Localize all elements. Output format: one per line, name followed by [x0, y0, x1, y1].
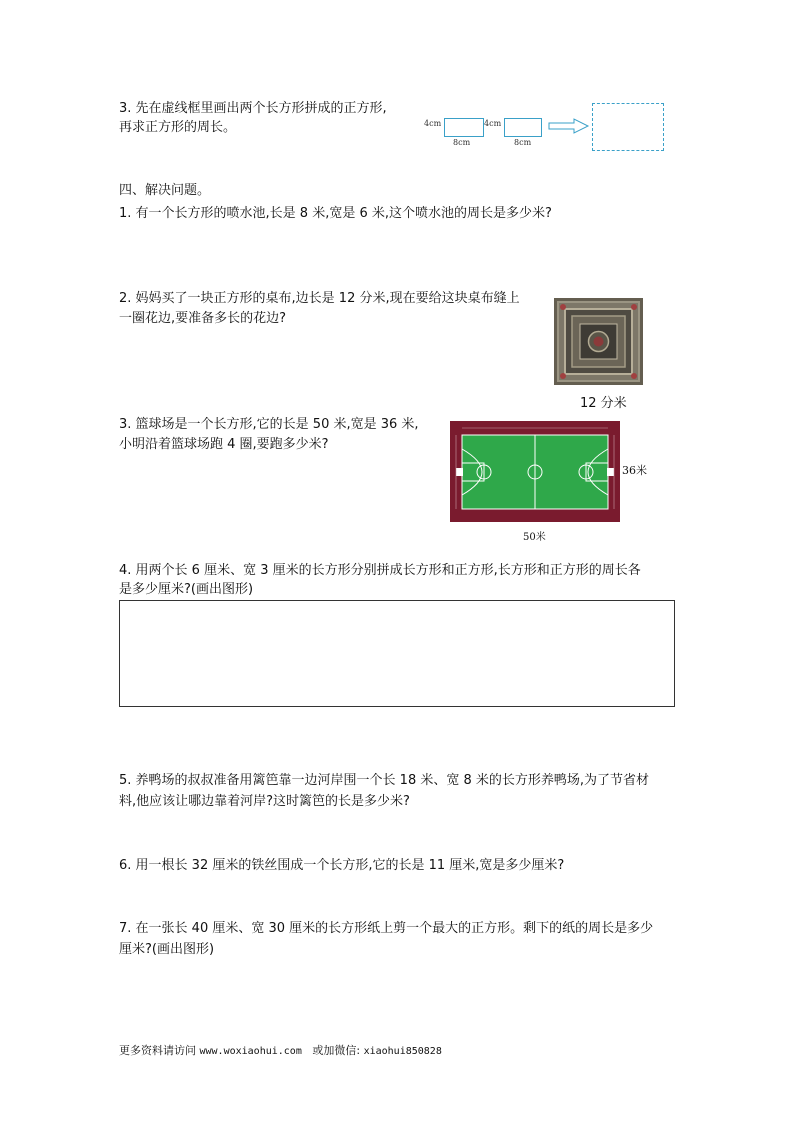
rect2-width-label: 4cm [484, 119, 502, 128]
problem-1: 1. 有一个长方形的喷水池,长是 8 米,宽是 6 米,这个喷水池的周长是多少米? [119, 206, 552, 221]
problem-3-line1: 3. 篮球场是一个长方形,它的长是 50 米,宽是 36 米, [119, 417, 419, 432]
problem-5-line1: 5. 养鸭场的叔叔准备用篱笆靠一边河岸围一个长 18 米、宽 8 米的长方形养鸭场,为了节省材 [119, 773, 650, 788]
answer-dashed-box [592, 103, 664, 151]
court-width-label: 36米 [622, 464, 647, 477]
problem-4-line2: 是多少厘米?(画出图形) [119, 582, 254, 597]
q3-top-line1: 3. 先在虚线框里画出两个长方形拼成的正方形, [119, 101, 387, 116]
rectangle-1 [444, 118, 484, 137]
problem-2-line1: 2. 妈妈买了一块正方形的桌布,边长是 12 分米,现在要给这块桌布缝上 [119, 291, 520, 306]
tablecloth-caption: 12 分米 [580, 396, 627, 411]
rect1-width-label: 4cm [424, 119, 442, 128]
court-length-label: 50米 [523, 532, 546, 543]
section-four-title: 四、解决问题。 [119, 183, 211, 198]
footer-wechat-id: xiaohui850828 [363, 1046, 442, 1057]
problem-5-line2: 料,他应该让哪边靠着河岸?这时篱笆的长是多少米? [119, 794, 410, 809]
footer [119, 1042, 442, 1058]
q3-top-line2: 再求正方形的周长。 [119, 120, 237, 135]
footer-site-link[interactable]: www.woxiaohui.com [199, 1046, 302, 1057]
basketball-court-image [450, 421, 620, 522]
problem-6: 6. 用一根长 32 厘米的铁丝围成一个长方形,它的长是 11 厘米,宽是多少厘米? [119, 858, 565, 873]
rect1-length-label: 8cm [453, 138, 471, 147]
problem-7-line2: 厘米?(画出图形) [119, 942, 215, 957]
rectangle-2 [504, 118, 542, 137]
tablecloth-image [554, 298, 643, 385]
problem-2-line2: 一圈花边,要准备多长的花边? [119, 311, 287, 326]
footer-wechat-label: 或加微信: [312, 1044, 361, 1057]
drawing-answer-box [119, 600, 675, 707]
arrow-icon [548, 118, 590, 134]
footer-prefix: 更多资料请访问 [119, 1044, 196, 1057]
problem-7-line1: 7. 在一张长 40 厘米、宽 30 厘米的长方形纸上剪一个最大的正方形。剩下的纸的周长是多少 [119, 921, 654, 936]
problem-3-line2: 小明沿着篮球场跑 4 圈,要跑多少米? [119, 437, 329, 452]
problem-4-line1: 4. 用两个长 6 厘米、宽 3 厘米的长方形分别拼成长方形和正方形,长方形和正方形的周长各 [119, 563, 641, 578]
rect2-length-label: 8cm [514, 138, 532, 147]
